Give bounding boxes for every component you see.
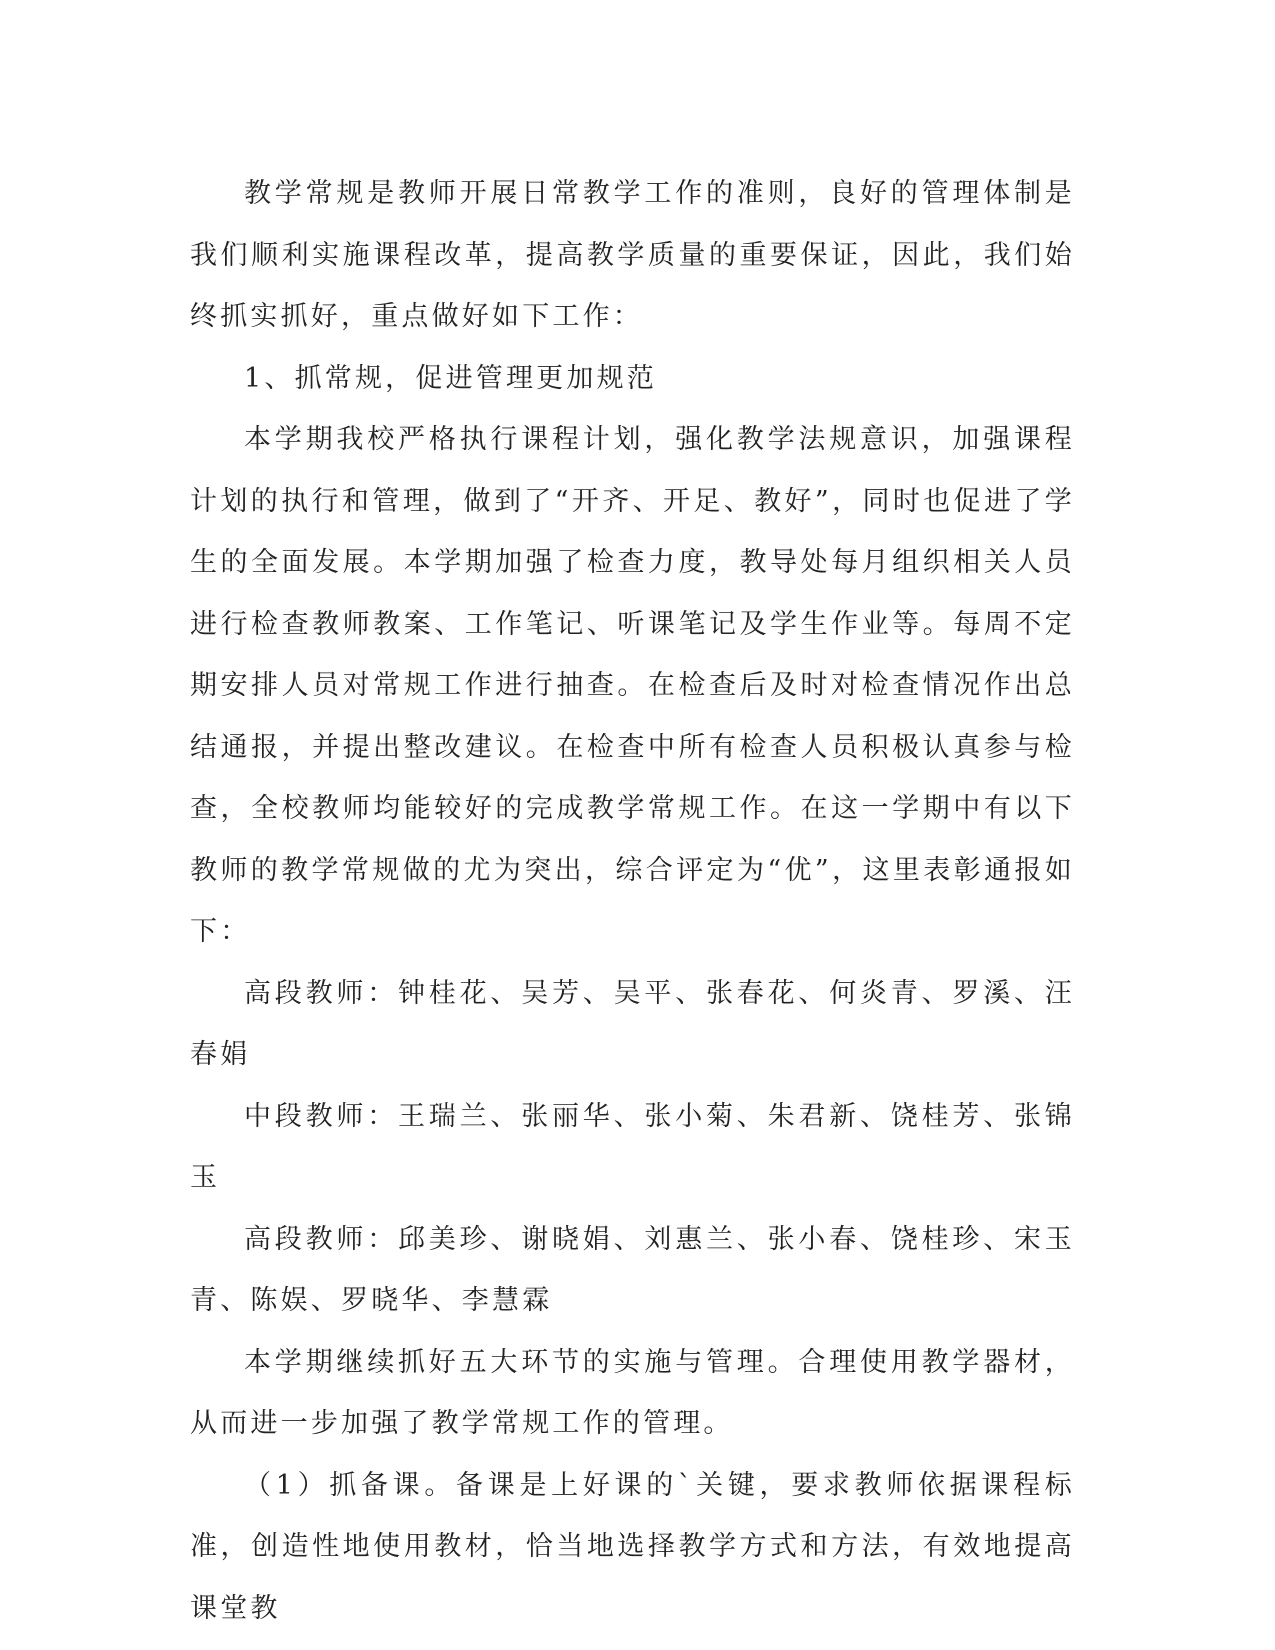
- paragraph-intro: 教学常规是教师开展日常教学工作的准则，良好的管理体制是我们顺利实施课程改革，提高教学质量的重要保证，因此，我们始终抓实抓好，重点做好如下工作：: [190, 178, 1075, 332]
- section-heading: 1、抓常规，促进管理更加规范: [244, 362, 657, 394]
- paragraph-lesson-prep: （1）抓备课。备课是上好课的`关键，要求教师依据课程标准，创造性地使用教材，恰当地选择教学方式和方法，有效地提高课堂教: [190, 1469, 1075, 1624]
- paragraph-senior-teachers-2: 高段教师：邱美珍、谢晓娟、刘惠兰、张小春、饶桂珍、宋玉青、陈娱、罗晓华、李慧霖: [190, 1223, 1075, 1316]
- document-body: [190, 163, 1075, 1639]
- paragraph-middle-teachers: 中段教师：王瑞兰、张丽华、张小菊、朱君新、饶桂芳、张锦玉: [190, 1100, 1075, 1193]
- paragraph-senior-teachers-1: 高段教师：钟桂花、吴芳、吴平、张春花、何炎青、罗溪、汪春娟: [190, 977, 1075, 1070]
- paragraph-routine-inspection: 本学期我校严格执行课程计划，强化教学法规意识，加强课程计划的执行和管理，做到了“开齐、开足、教好”，同时也促进了学生的全面发展。本学期加强了检查力度，教导处每月组织相关人员进行检查教师教案、工作笔记、听课笔记及学生作业等。每周不定期安排人员对常规工作进行抽查。在检查后及时对检查情况作出总结通报，并提出整改建议。在检查中所有检查人员积极认真参与检查，全校教师均能较好的完成教学常规工作。在这一学期中有以下教师的教学常规做的尤为突出，综合评定为“优”，这里表彰通报如下：: [190, 424, 1075, 947]
- paragraph-five-links: 本学期继续抓好五大环节的实施与管理。合理使用教学器材，从而进一步加强了教学常规工作的管理。: [190, 1346, 1075, 1439]
